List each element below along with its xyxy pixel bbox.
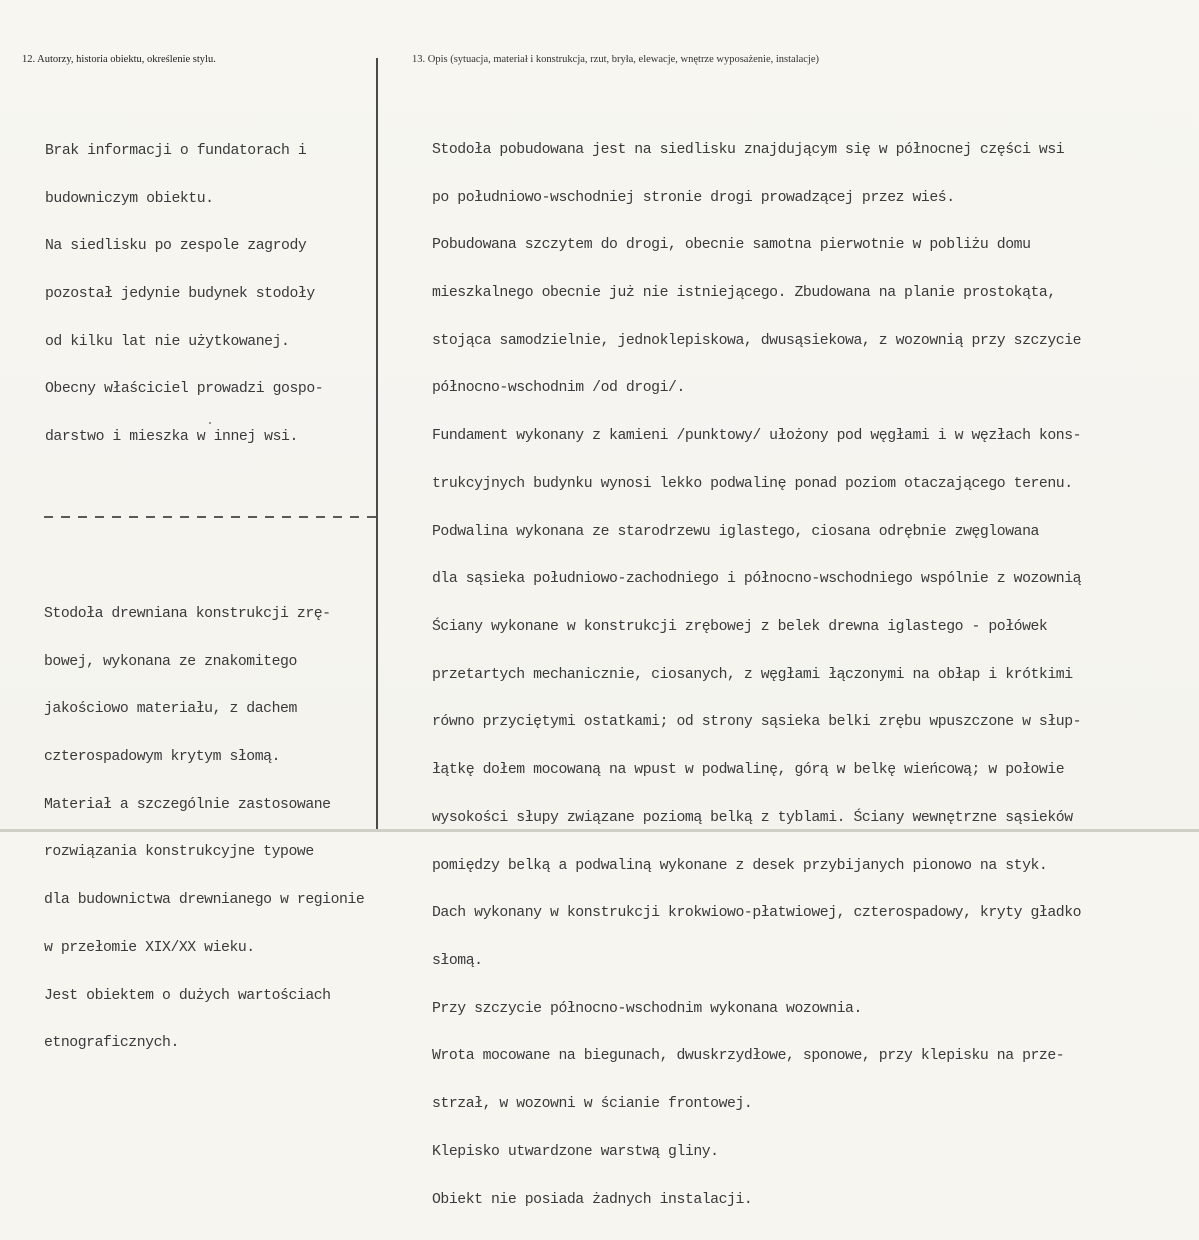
- text-line: Obiekt nie posiada żadnych instalacji.: [432, 1191, 753, 1208]
- text-line: Materiał a szczególnie zastosowane: [44, 796, 331, 813]
- text-line: Przy szczycie północno-wschodnim wykonana wozownia.: [432, 1000, 862, 1017]
- text-line: przetartych mechanicznie, ciosanych, z węgłami łączonymi na obłap i krótkimi: [432, 666, 1073, 683]
- text-line: pozostał jedynie budynek stodoły: [45, 285, 315, 302]
- text-line: Obecny właściciel prowadzi gospo-: [45, 381, 324, 398]
- text-line: Jest obiektem o dużych wartościach: [44, 987, 331, 1004]
- column-divider: [376, 58, 378, 830]
- text-line: stojąca samodzielnie, jednoklepiskowa, dwusąsiekowa, z wozownią przy szczycie: [432, 332, 1082, 349]
- text-line: Pobudowana szczytem do drogi, obecnie samotna pierwotnie w pobliżu domu: [432, 237, 1031, 254]
- text-line: czterospadowym krytym słomą.: [44, 748, 281, 765]
- text-line: Fundament wykonany z kamieni /punktowy/ ułożony pod węgłami i w węzłach kons-: [432, 428, 1082, 445]
- text-line: budowniczym obiektu.: [45, 190, 214, 207]
- text-line: słomą.: [432, 953, 483, 970]
- text-line: Brak informacji o fundatorach i: [45, 142, 307, 159]
- text-line: rozwiązania konstrukcyjne typowe: [44, 844, 314, 861]
- text-line: Na siedlisku po zespole zagrody: [45, 238, 307, 255]
- text-line: bowej, wykonana ze znakomitego: [44, 653, 297, 670]
- text-line: wysokości słupy związane poziomą belką z tyblami. Ściany wewnętrzne sąsieków: [432, 809, 1073, 826]
- text-line: dla sąsieka południowo-zachodniego i północno-wschodniego wspólnie z wozownią: [432, 571, 1082, 588]
- section-13-heading: 13. Opis (sytuacja, materiał i konstrukcja, rzut, bryła, elewacje, wnętrze wyposażenie, instalacje): [412, 54, 820, 65]
- text-line: Stodoła drewniana konstrukcji zrę-: [44, 605, 331, 622]
- text-line: jakościowo materiału, z dachem: [44, 701, 297, 718]
- text-line: Stodoła pobudowana jest na siedlisku znajdującym się w północnej części wsi: [432, 141, 1065, 158]
- text-line: od kilku lat nie użytkowanej.: [45, 333, 290, 350]
- text-line: po południowo-wschodniej stronie drogi prowadzącej przez wieś.: [432, 189, 955, 206]
- text-line: Klepisko utwardzone warstwą gliny.: [432, 1143, 719, 1160]
- text-line: mieszkalnego obecnie już nie istniejącego. Zbudowana na planie prostokąta,: [432, 284, 1056, 301]
- text-line: Dach wykonany w konstrukcji krokwiowo-płatwiowej, czterospadowy, kryty gładko: [432, 905, 1082, 922]
- text-line: Ściany wykonane w konstrukcji zrębowej z belek drewna iglastego - połówek: [432, 619, 1048, 635]
- text-line: Podwalina wykonana ze starodrzewu iglastego, ciosana odrębnie zwęglowana: [432, 523, 1039, 540]
- paper-speck: [209, 422, 211, 424]
- text-line: trukcyjnych budynku wynosi lekko podwalinę ponad poziom otaczającego terenu.: [432, 475, 1073, 492]
- text-line: dla budownictwa drewnianego w regionie: [44, 892, 365, 909]
- text-line: łątkę dołem mocowaną na wpust w podwalinę, górą w belkę wieńcową; w połowie: [432, 762, 1065, 779]
- text-line: Wrota mocowane na biegunach, dwuskrzydłowe, sponowe, przy klepisku na prze-: [432, 1048, 1065, 1065]
- text-line: północno-wschodnim /od drogi/.: [432, 380, 685, 397]
- text-line: pomiędzy belką a podwaliną wykonane z desek przybijanych pionowo na styk.: [432, 857, 1048, 874]
- text-line: w przełomie XIX/XX wieku.: [44, 939, 255, 956]
- description-text: [432, 111, 1198, 1240]
- text-line: darstwo i mieszka w innej wsi.: [45, 429, 298, 446]
- text-line: strzał, w wozowni w ścianie frontowej.: [432, 1096, 753, 1113]
- history-text: [45, 112, 323, 478]
- dashed-separator: [44, 516, 376, 518]
- text-line: równo przyciętymi ostatkami; od strony sąsieka belki zrębu wpuszczone w słup-: [432, 714, 1082, 731]
- section-12-heading: 12. Autorzy, historia obiektu, określenie stylu.: [22, 54, 216, 65]
- text-line: etnograficznych.: [44, 1035, 179, 1052]
